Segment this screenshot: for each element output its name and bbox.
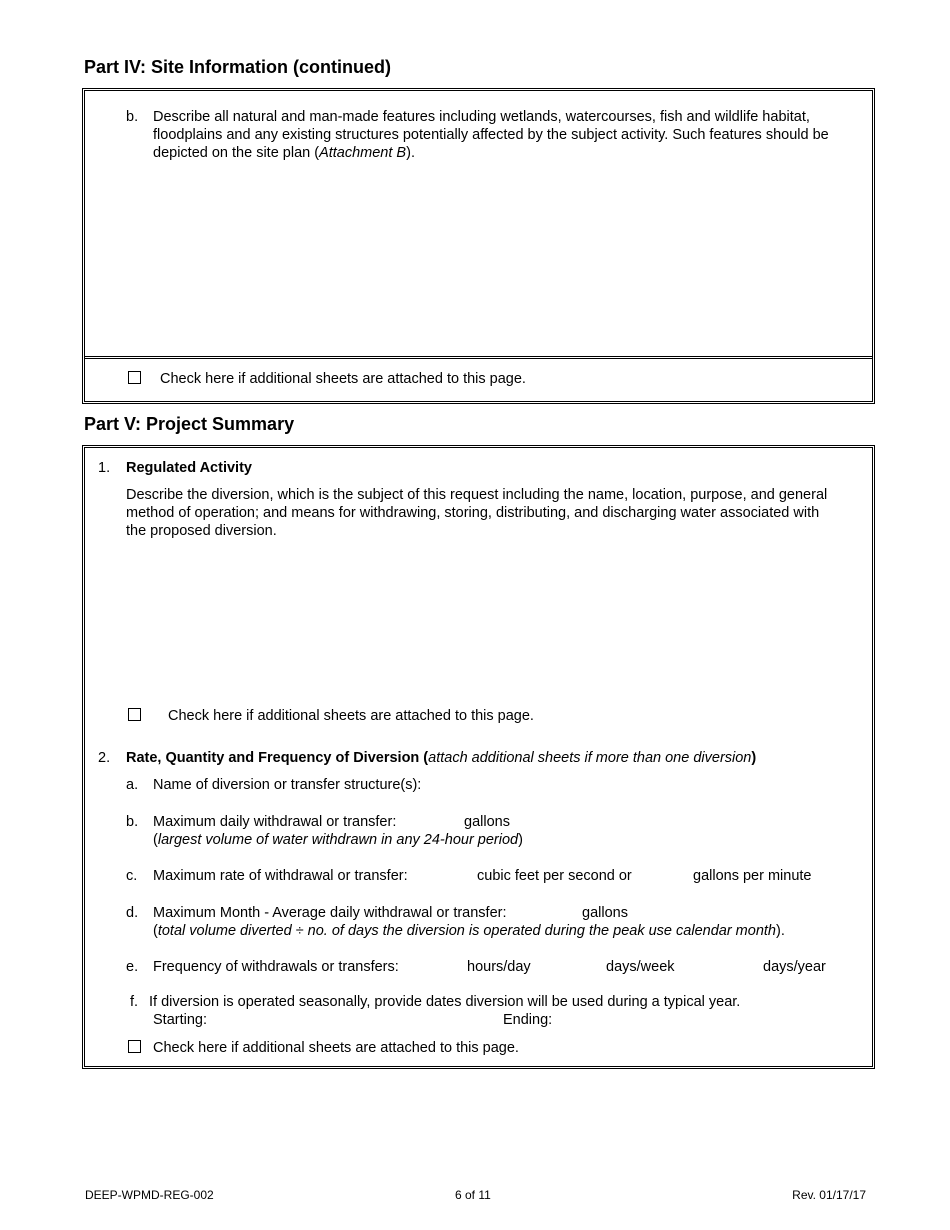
item2d-label: Maximum Month - Average daily withdrawal or transfer: xyxy=(153,905,507,921)
item2d-note-open: ( xyxy=(153,923,158,939)
part4-item-b-text xyxy=(153,108,865,162)
item2e-unit2: days/week xyxy=(606,959,675,975)
item2b-note xyxy=(153,831,523,849)
footer-page-number: 6 of 11 xyxy=(455,1188,491,1202)
item2b-label: Maximum daily withdrawal or transfer: xyxy=(153,814,397,830)
footer-form-id: DEEP-WPMD-REG-002 xyxy=(85,1188,214,1202)
attachment-b-ref: Attachment B xyxy=(319,145,407,161)
item2b-gallons-field[interactable] xyxy=(418,813,460,831)
item2b-note-italic: largest volume of water withdrawn in any 24-hour period xyxy=(157,832,519,848)
part4-heading: Part IV: Site Information (continued) xyxy=(84,57,392,77)
item2d-letter: d. xyxy=(126,905,139,921)
item2c-letter: c. xyxy=(126,868,138,884)
item2e-unit1: hours/day xyxy=(467,959,531,975)
part4-item-b-text-1: Describe all natural and man-made features including wetlands, watercourses, fish and wildlife habitat, floodplains and any existing structures potentially affected by the subject activity. Such features should be depicted on the site plan ( xyxy=(153,109,829,161)
item1-title: Regulated Activity xyxy=(126,460,252,476)
item2e-days-year-field[interactable] xyxy=(712,958,760,976)
item2b-unit: gallons xyxy=(464,814,510,830)
item2c-label: Maximum rate of withdrawal or transfer: xyxy=(153,868,408,884)
item2f-ending-field[interactable] xyxy=(560,1011,860,1029)
item2f-letter: f. xyxy=(130,994,139,1010)
item2e-label: Frequency of withdrawals or transfers: xyxy=(153,959,399,975)
item2c-cfs-field[interactable] xyxy=(430,867,474,885)
item2e-unit3: days/year xyxy=(763,959,826,975)
item2f-ending-label: Ending: xyxy=(503,1012,553,1028)
item2b-letter: b. xyxy=(126,814,139,830)
footer-revision: Rev. 01/17/17 xyxy=(792,1188,866,1202)
part4-additional-sheets-checkbox[interactable] xyxy=(128,371,141,384)
item1-check-label: Check here if additional sheets are attached to this page. xyxy=(168,708,534,724)
item1-additional-sheets-checkbox[interactable] xyxy=(128,708,141,721)
item2b-note-open: ( xyxy=(153,832,158,848)
item2a-name-field[interactable] xyxy=(446,776,866,794)
item2f-starting-label: Starting: xyxy=(153,1012,207,1028)
item2c-unit1: cubic feet per second or xyxy=(477,868,632,884)
item2e-letter: e. xyxy=(126,959,139,975)
item2-check-label: Check here if additional sheets are attached to this page. xyxy=(153,1040,519,1056)
part4-item-b-text-2: ). xyxy=(406,145,415,161)
item2f-starting-field[interactable] xyxy=(216,1011,496,1029)
item2d-note-close: ). xyxy=(775,923,785,939)
item2d-note-italic: total volume diverted ÷ no. of days the diversion is operated during the peak use calendar month xyxy=(157,923,776,939)
item2-additional-sheets-checkbox[interactable] xyxy=(128,1040,141,1053)
item2c-unit2: gallons per minute xyxy=(693,868,812,884)
item2d-gallons-field[interactable] xyxy=(536,904,578,922)
part4-check-label: Check here if additional sheets are attached to this page. xyxy=(160,371,526,387)
item2-title-close: ) xyxy=(751,750,757,766)
item1-description: Describe the diversion, which is the subject of this request including the name, location, purpose, and general method of operation; and means for withdrawing, storing, distributing, and discharging water associated with the proposed diversion. xyxy=(126,487,828,539)
item2-title xyxy=(126,749,756,767)
item2b-note-close: ) xyxy=(518,832,523,848)
item2d-note xyxy=(153,922,785,940)
item2c-gpm-field[interactable] xyxy=(646,867,690,885)
item2-number: 2. xyxy=(98,750,111,766)
item2e-days-week-field[interactable] xyxy=(555,958,603,976)
item2-title-italic: attach additional sheets if more than one diversion xyxy=(428,750,752,766)
item1-description-area[interactable] xyxy=(126,545,866,695)
item2a-letter: a. xyxy=(126,777,139,793)
item2f-label: If diversion is operated seasonally, provide dates diversion will be used during a typical year. xyxy=(149,994,741,1010)
part4-description-area[interactable] xyxy=(153,168,865,348)
item2d-unit: gallons xyxy=(582,905,628,921)
part4-item-b-letter: b. xyxy=(126,109,139,125)
part5-heading: Part V: Project Summary xyxy=(84,414,295,434)
part4-divider xyxy=(85,356,872,359)
item2e-hours-field[interactable] xyxy=(420,958,464,976)
item2a-label: Name of diversion or transfer structure(s): xyxy=(153,777,422,793)
item1-number: 1. xyxy=(98,460,111,476)
item2-title-bold: Rate, Quantity and Frequency of Diversion ( xyxy=(126,750,429,766)
